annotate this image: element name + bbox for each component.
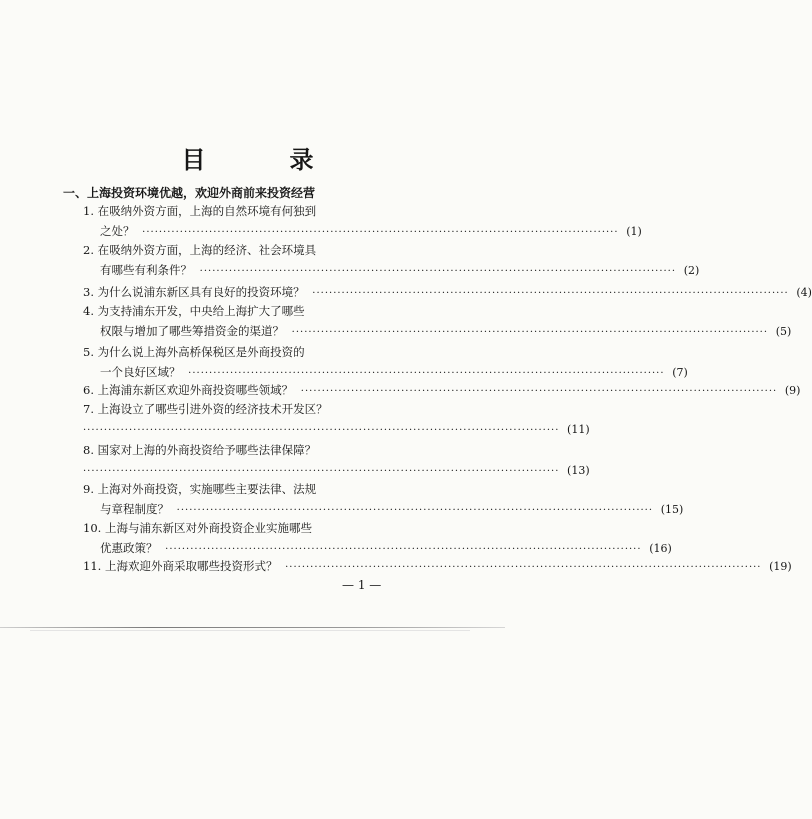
entry-title-line2: 优惠政策？ [100,541,158,555]
entry-number: 2. [83,243,94,257]
entry-title-line1: 上海浦东新区欢迎外商投资哪些领域？ [97,383,294,397]
toc-entry-10 [83,518,672,558]
entry-page-number: (15) [660,503,684,516]
entry-title-line1: 在吸纳外资方面，上海的经济、社会环境具 [97,243,317,257]
entry-title-line1: 国家对上海的外商投资给予哪些法律保障？ [97,443,317,457]
dot-leader [312,288,788,299]
entry-title-line1: 在吸纳外资方面，上海的自然环境有何独到 [97,204,317,218]
entry-title-line1: 上海对外商投资，实施哪些主要法律、法规 [97,482,317,496]
entry-title-line2: 权限与增加了哪些筹措资金的渠道？ [100,324,284,338]
dot-leader [83,466,559,477]
entry-number: 8. [83,443,94,457]
dot-leader [83,425,559,436]
toc-entry-8 [83,440,590,480]
entry-page-number: (5) [775,325,792,338]
dot-leader [200,266,676,277]
entry-title-line1: 上海与浦东新区对外商投资企业实施哪些 [104,521,312,535]
entry-number: 9. [83,482,94,496]
entry-number: 7. [83,402,94,416]
entry-page-number: (11) [567,423,590,436]
dot-leader [301,386,777,397]
toc-entry-9 [83,479,684,519]
toc-entry-6 [83,380,801,400]
toc-entry-2 [83,240,700,280]
entry-page-number: (2) [683,264,700,277]
entry-page-number: (7) [672,366,688,379]
entry-page-number: (16) [649,542,672,555]
dot-leader [165,544,641,555]
toc-entry-1 [83,201,642,241]
dot-leader [188,368,664,379]
entry-page-number: (4) [796,286,812,299]
entry-number: 3. [83,285,94,299]
dot-leader [177,505,653,516]
entry-page-number: (13) [567,464,590,477]
entry-title-line2: 一个良好区域？ [100,365,181,379]
toc-entry-5 [83,342,688,382]
entry-number: 11. [83,559,102,573]
entry-page-number: (19) [769,560,792,573]
entry-page-number: (1) [626,225,642,238]
entry-number: 6. [83,383,94,397]
entry-title-line1: 为什么说上海外高桥保税区是外商投资的 [97,345,305,359]
toc-entry-11 [83,556,792,576]
toc-entry-7 [83,399,590,439]
entry-title-line1: 上海欢迎外商采取哪些投资形式？ [104,559,278,573]
entry-title-line1: 为什么说浦东新区具有良好的投资环境？ [97,285,305,299]
entry-title-line2: 之处？ [100,224,135,238]
toc-entry-3 [83,282,812,302]
entry-title-line2: 有哪些有利条件？ [100,263,192,277]
entry-number: 4. [83,304,94,318]
dot-leader [285,562,761,573]
entry-page-number: (9) [784,384,801,397]
scan-edge-shadow [30,630,470,631]
section-heading: 一、上海投资环境优越，欢迎外商前来投资经营 [63,186,316,200]
entry-number: 10. [83,521,102,535]
entry-title-line2: 与章程制度？ [100,502,169,516]
toc-entry-4 [83,301,792,341]
dot-leader [292,327,768,338]
scan-edge-line [0,627,505,628]
entry-number: 1. [83,204,94,218]
entry-number: 5. [83,345,94,359]
page-title: 目 录 [181,145,344,174]
dot-leader [142,227,618,238]
page-number: — 1 — [342,578,382,592]
entry-title-line1: 上海设立了哪些引进外资的经济技术开发区？ [97,402,328,416]
entry-title-line1: 为支持浦东开发，中央给上海扩大了哪些 [97,304,305,318]
